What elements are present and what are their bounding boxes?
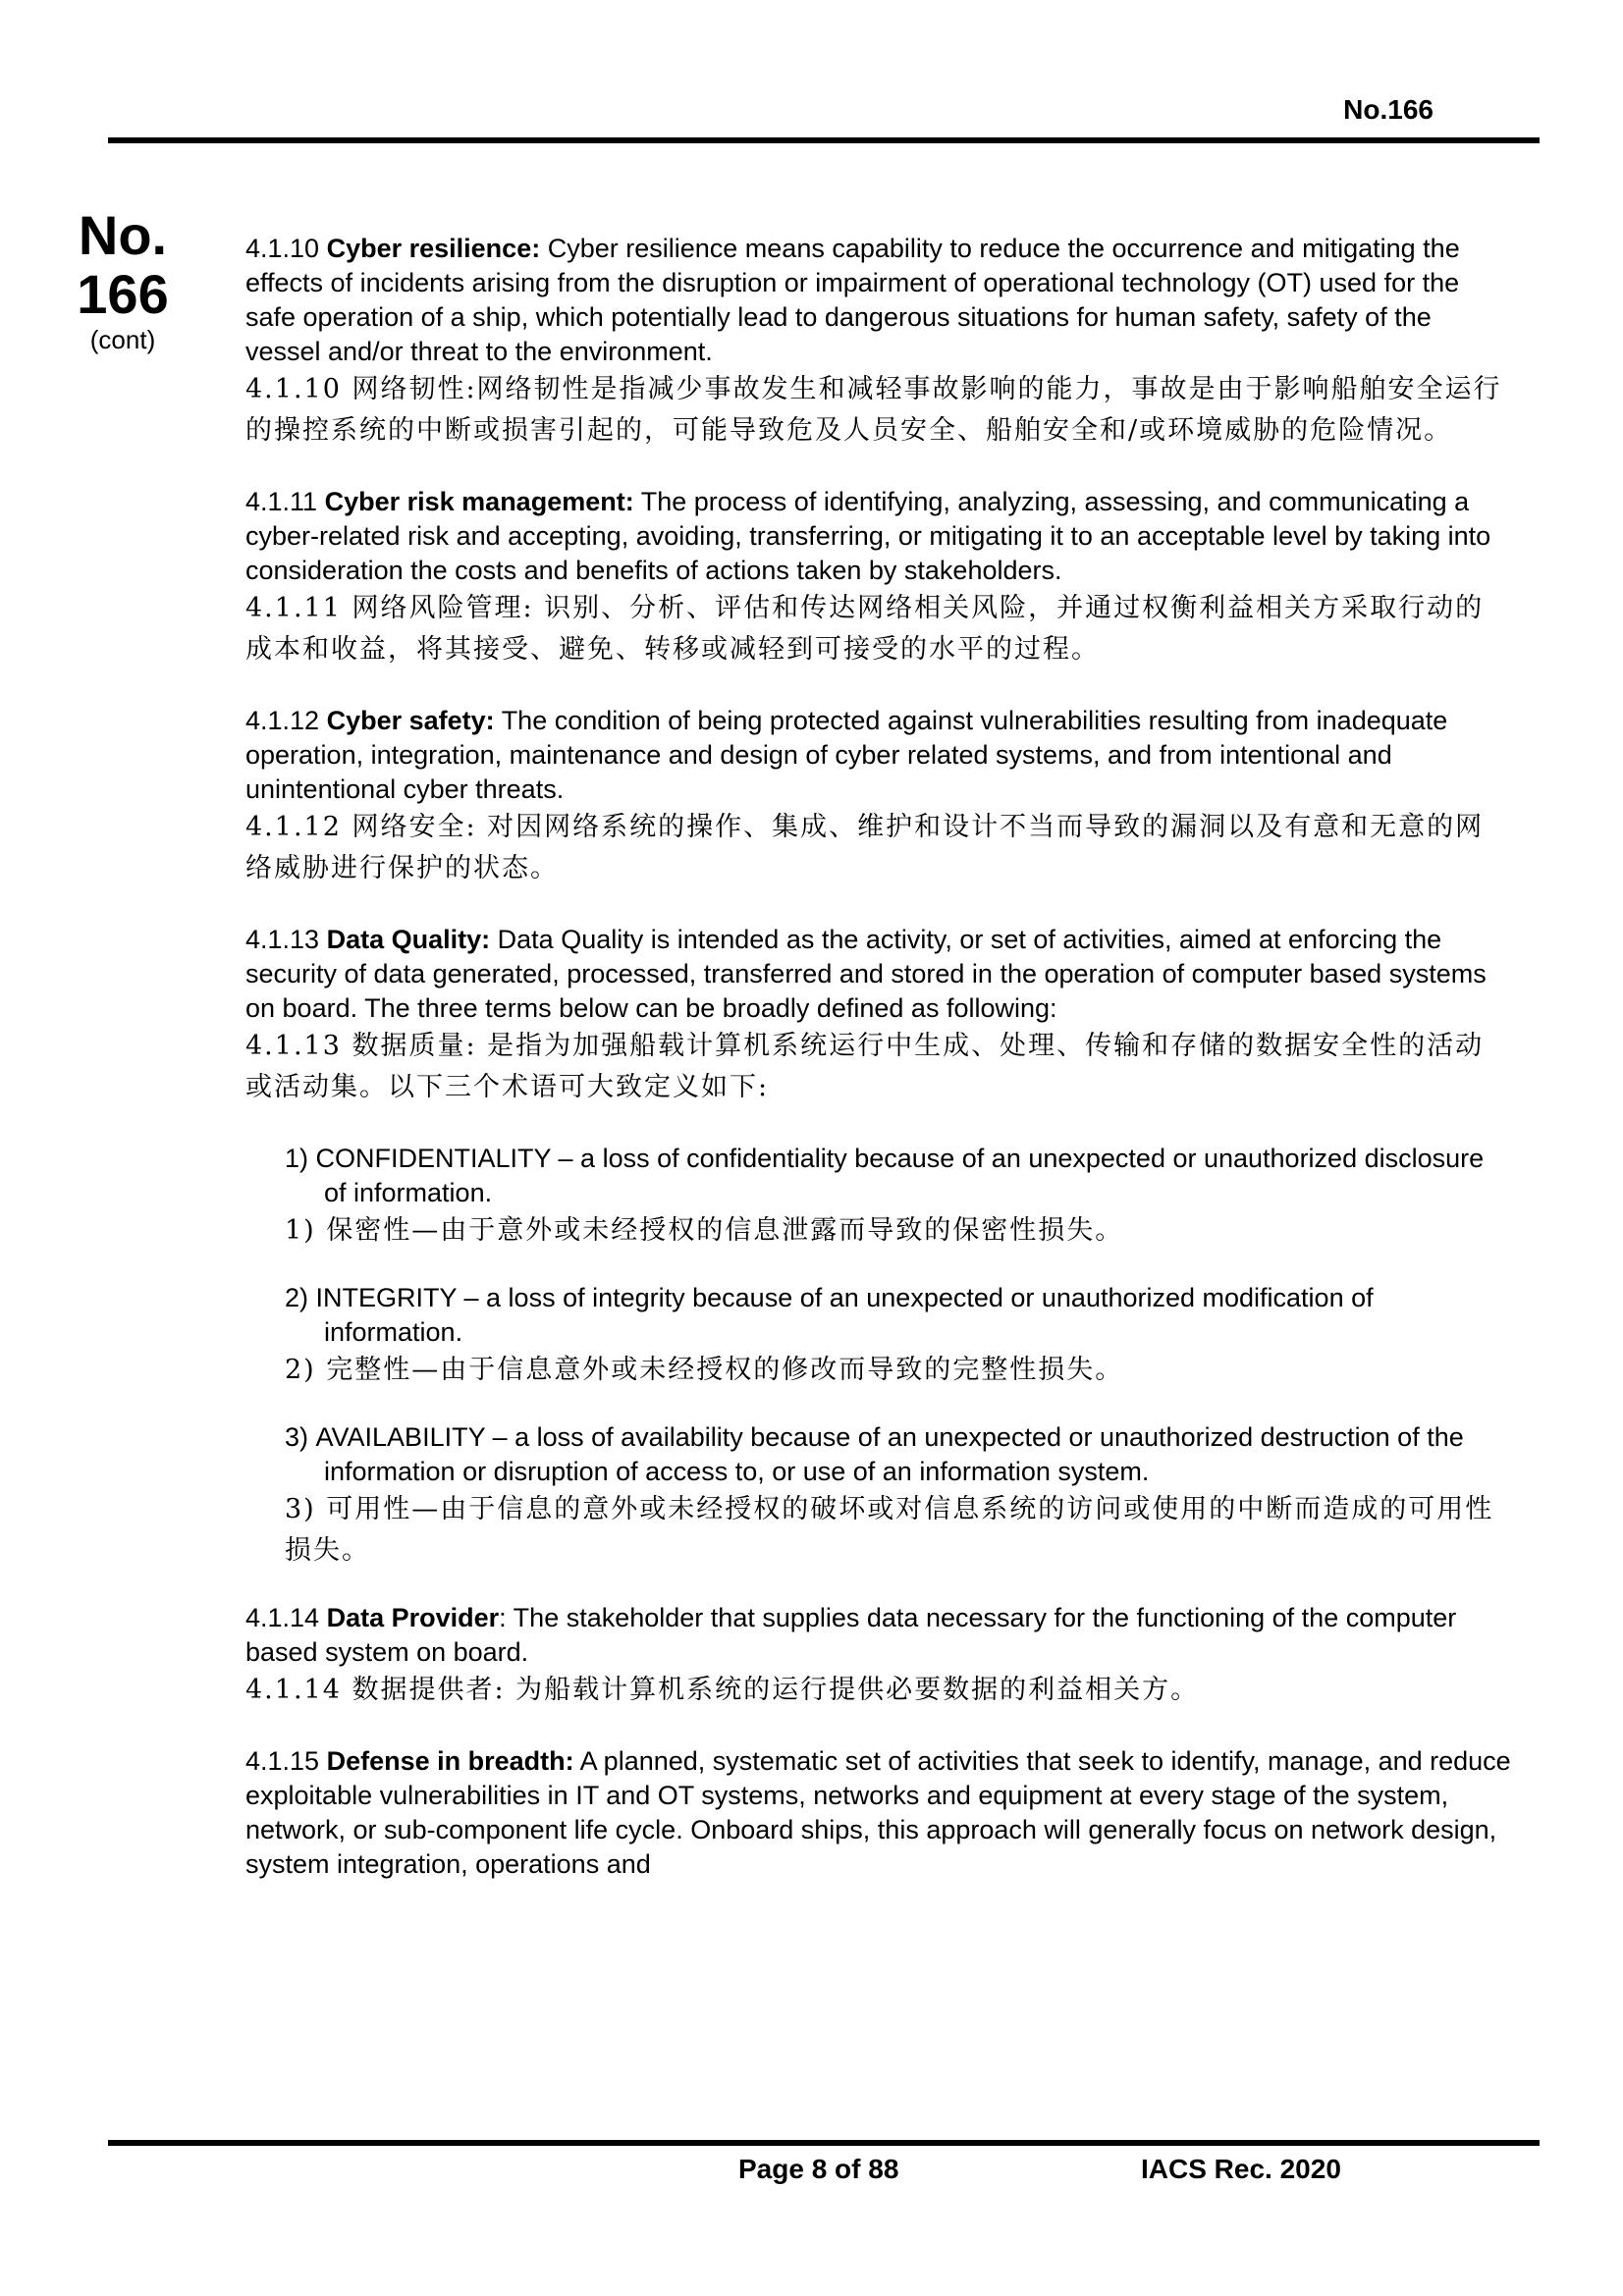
section-4-1-12 [245, 704, 1512, 889]
section-en [245, 704, 1512, 807]
section-4-1-10 [245, 232, 1512, 452]
section-zh: 4.1.11 网络风险管理: 识别、分析、评估和传达网络相关风险，并通过权衡利益相关方采取行动的成本和收益，将其接受、避免、转移或减轻到可接受的水平的过程。 [245, 593, 1485, 665]
section-en [245, 232, 1512, 369]
list-item-zh: 2) 完整性—由于信息意外或未经授权的修改而导致的完整性损失。 [285, 1355, 1124, 1385]
sidebar-number [59, 206, 187, 355]
section-term: Data Quality: [326, 925, 491, 954]
section-text: Data Quality is intended as the activity, or set of activities, aimed at enforcing the security of data generated, processed, transferred and stored in the operation of computer based systems on board. The three terms below can be broadly defined as following: [245, 925, 1487, 1023]
section-term: Defense in breadth: [326, 1746, 574, 1776]
list-item-en: 1) CONFIDENTIALITY – a loss of confidentiality because of an unexpected or unauthorized disclosure of information. [285, 1144, 1485, 1207]
section-term: Data Provider [326, 1603, 500, 1632]
list-item-availability [285, 1420, 1512, 1572]
footer-rule [108, 2140, 1540, 2146]
section-en [245, 1744, 1512, 1882]
document-body [245, 232, 1512, 1915]
document-number-header: No.166 [1343, 94, 1434, 125]
section-text: A planned, systematic set of activities that seek to identify, manage, and reduce exploitable vulnerabilities in IT and OT systems, networks and equipment at every stage of the system, network, or sub-component life cycle. Onboard ships, this approach will generally focus on network design, system integration, operations and [245, 1746, 1511, 1879]
list-item-zh: 1) 保密性—由于意外或未经授权的信息泄露而导致的保密性损失。 [285, 1215, 1124, 1246]
section-term: Cyber resilience: [326, 234, 541, 263]
list-item-en: 2) INTEGRITY – a loss of integrity because of an unexpected or unauthorized modification of information. [285, 1283, 1374, 1347]
section-4-1-11 [245, 485, 1512, 670]
section-en [245, 485, 1512, 588]
section-4-1-14 [245, 1601, 1512, 1711]
section-number: 4.1.15 [245, 1746, 320, 1776]
recommendation-label: IACS Rec. 2020 [1141, 2154, 1341, 2184]
section-number: 4.1.12 [245, 706, 320, 735]
sidebar-number-value: 166 [77, 263, 169, 325]
list-item-confidentiality [285, 1142, 1512, 1252]
list-item-integrity [285, 1281, 1512, 1391]
list-item-en: 3) AVAILABILITY – a loss of availability because of an unexpected or unauthorized destruction of the information or disruption of access to, or use of an information system. [285, 1422, 1464, 1486]
section-en [245, 1601, 1512, 1670]
section-term: Cyber safety: [326, 706, 495, 735]
section-number: 4.1.14 [245, 1603, 320, 1632]
sidebar-no-label: No. [78, 204, 168, 266]
sidebar-cont-label: (cont) [89, 325, 156, 354]
section-zh: 4.1.13 数据质量: 是指为加强船载计算机系统运行中生成、处理、传输和存储的数据安全性的活动或活动集。以下三个术语可大致定义如下: [245, 1031, 1485, 1102]
section-term: Cyber risk management: [324, 487, 634, 516]
header-rule [108, 137, 1540, 143]
section-text: Cyber resilience means capability to reduce the occurrence and mitigating the effects of incidents arising from the disruption or impairment of operational technology (OT) used for the safe operation of a ship, which potentially lead to dangerous situations for human safety, safety of the vessel and/or threat to the environment. [245, 234, 1460, 366]
section-number: 4.1.10 [245, 234, 320, 263]
section-4-1-15 [245, 1744, 1512, 1882]
section-text: The condition of being protected against vulnerabilities resulting from inadequate operation, integration, maintenance and design of cyber related systems, and from intentional and unintentional cyber threats. [245, 706, 1448, 804]
section-number: 4.1.11 [245, 487, 318, 516]
page-number: Page 8 of 88 [738, 2154, 899, 2184]
section-text: The process of identifying, analyzing, assessing, and communicating a cyber-related risk and accepting, avoiding, transferring, or mitigating it to an acceptable level by taking into consideration the costs and benefits of actions taken by stakeholders. [245, 487, 1491, 585]
section-zh: 4.1.14 数据提供者: 为船载计算机系统的运行提供必要数据的利益相关方。 [245, 1675, 1200, 1705]
section-zh: 4.1.10 网络韧性:网络韧性是指减少事故发生和减轻事故影响的能力，事故是由于影响船舶安全运行的操控系统的中断或损害引起的，可能导致危及人员安全、船舶安全和/或环境威胁的危险情况。 [245, 374, 1502, 446]
section-number: 4.1.13 [245, 925, 320, 954]
section-4-1-13 [245, 923, 1512, 1108]
section-zh: 4.1.12 网络安全: 对因网络系统的操作、集成、维护和设计不当而导致的漏洞以及有意和无意的网络威胁进行保护的状态。 [245, 812, 1485, 883]
section-text: : The stakeholder that supplies data necessary for the functioning of the computer based system on board. [245, 1603, 1457, 1667]
section-en [245, 923, 1512, 1026]
list-item-zh: 3) 可用性—由于信息的意外或未经授权的破坏或对信息系统的访问或使用的中断而造成的可用性损失。 [285, 1494, 1494, 1566]
